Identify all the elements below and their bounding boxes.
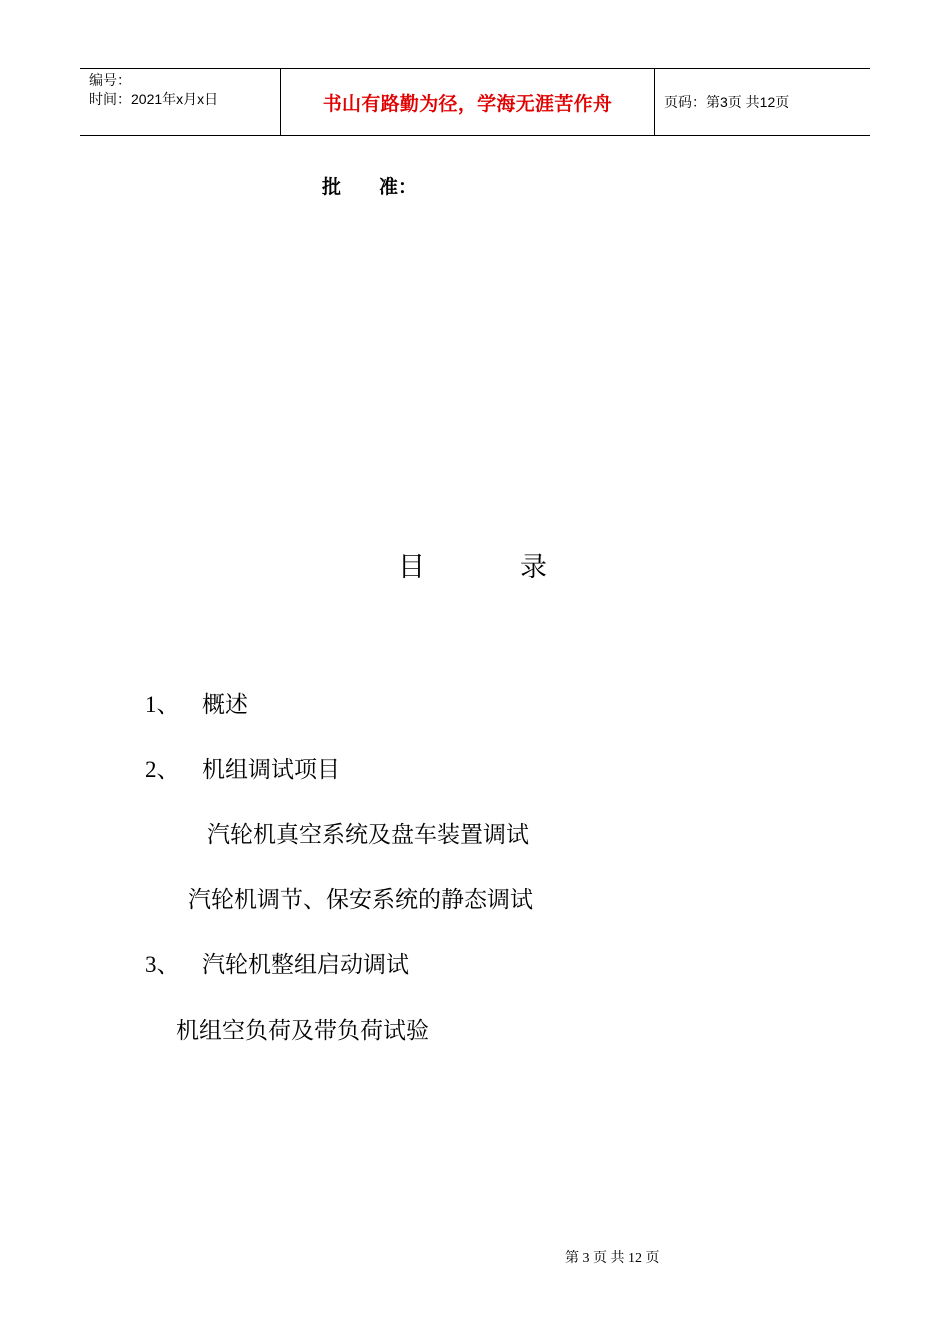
toc-item-3 (145, 946, 409, 979)
page-header (80, 68, 870, 136)
approve-label-part1: 批 (322, 176, 342, 198)
toc-item-1 (145, 686, 248, 719)
toc-subitem-2 (188, 881, 533, 914)
approve-label (322, 172, 417, 199)
approve-label-part2: 准： (379, 176, 418, 198)
number-label: 编号： (89, 72, 131, 88)
toc-subitem-3 (176, 1012, 429, 1045)
toc-item-text: 汽轮机整组启动调试 (202, 952, 409, 978)
page-info-text: 页码：第3页 共12页 (664, 94, 790, 110)
header-motto-cell (281, 69, 655, 135)
toc-item-number: 2、 (145, 757, 180, 782)
toc-item-number: 1、 (145, 692, 180, 717)
toc-item-text: 机组调试项目 (202, 757, 340, 783)
footer-page-number: 第 3 页 共 12 页 (565, 1251, 660, 1266)
motto-text: 书山有路勤为径，学海无涯苦作舟 (322, 92, 613, 115)
toc-item-text: 汽轮机调节、保安系统的静态调试 (188, 887, 533, 913)
page-footer (0, 1247, 950, 1267)
toc-item-2 (145, 751, 340, 784)
header-page-info (655, 69, 870, 135)
toc-item-number: 3、 (145, 952, 180, 977)
time-label: 时间：2021年x月x日 (89, 91, 219, 107)
header-meta (80, 69, 281, 135)
toc-title-part2: 录 (520, 552, 547, 583)
toc-item-text: 概述 (202, 692, 248, 718)
toc-title-part1: 目 (398, 552, 425, 583)
toc-item-text: 汽轮机真空系统及盘车装置调试 (207, 822, 529, 848)
toc-item-text: 机组空负荷及带负荷试验 (176, 1018, 429, 1044)
toc-title (398, 545, 547, 584)
toc-subitem-1 (207, 816, 529, 849)
